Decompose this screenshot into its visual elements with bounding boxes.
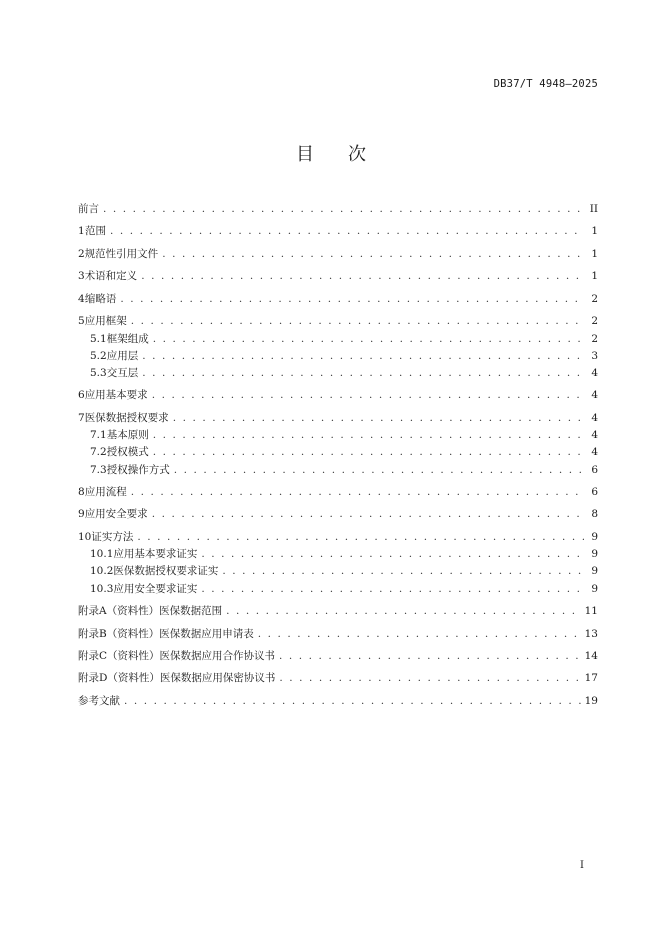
toc-entry-label: 应用安全要求证实 [113,582,198,595]
toc-entry-number: 5.3 [90,366,107,379]
toc-entry[interactable] [78,427,598,444]
toc-dot-leader [124,693,581,710]
toc-dot-leader [174,462,584,479]
toc-entry-number: 附录B（资料性） [78,627,160,640]
toc-entry[interactable] [78,693,598,710]
toc-entry-page: 6 [591,486,598,498]
toc-entry-page: 14 [584,649,598,662]
toc-dot-leader [153,331,584,348]
toc-entry-label: 术语和定义 [84,270,138,283]
toc-entry-page: 2 [591,292,598,305]
toc-entry-page: 4 [591,446,598,459]
toc-dot-leader [120,291,584,308]
toc-entry-page: 8 [591,508,598,521]
toc-entry[interactable] [78,603,598,620]
toc-entry[interactable] [78,410,598,427]
toc-entry-number: 10.1 [90,548,114,561]
toc-entry-label: 规范性引用文件 [84,247,159,260]
toc-entry-label: 应用基本要求 [84,389,148,402]
page-number: I [580,860,584,871]
toc-entry-number: 7 [78,411,85,424]
toc-entry-page: 9 [591,530,598,543]
toc-entry[interactable] [78,648,598,665]
toc-entry[interactable] [78,387,598,404]
toc-entry-label: 应用基本要求证实 [113,548,198,561]
toc-entry-page: 1 [591,247,598,260]
toc-dot-leader [279,648,581,665]
toc-entry[interactable] [78,546,598,563]
toc-dot-leader [152,387,584,404]
toc-entry-page: 2 [591,332,598,345]
toc-entry-label: 医保数据授权要求证实 [113,565,219,578]
toc-entry[interactable] [78,291,598,308]
toc-entry-label: 基本原则 [106,429,149,442]
toc-entry-label: 交互层 [106,366,139,379]
toc-entry-page: 17 [584,672,598,685]
toc-dot-leader [201,581,584,598]
toc-dot-leader [153,444,584,461]
toc-entry-label: 参考文献 [78,694,120,707]
toc-entry-label: 授权模式 [106,446,149,459]
toc-entry-page: 9 [591,565,598,578]
toc-entry-page: 4 [591,411,598,424]
toc-entry-number: 附录D（资料性） [78,672,160,685]
toc-entry-page: 4 [591,389,598,402]
toc-entry-number: 5 [78,315,85,328]
toc-entry-page: 13 [584,627,598,640]
toc-dot-leader [162,246,584,263]
toc-title: 目次 [296,144,400,165]
toc-entry[interactable] [78,506,598,523]
toc-entry[interactable] [78,563,598,580]
toc-dot-leader [110,223,584,240]
toc-entry-number: 6 [78,389,85,402]
toc-entry-label: 医保数据授权要求 [84,411,169,424]
toc-entry-number: 10 [78,530,92,543]
toc-entry-number: 8 [78,486,85,498]
toc-entry-number: 10.3 [90,582,114,595]
toc-entry-number: 7.3 [90,463,107,476]
toc-entry-label: 医保数据应用合作协议书 [159,649,276,662]
toc-entry[interactable] [78,201,598,218]
toc-dot-leader [152,506,584,523]
toc-entry[interactable] [78,626,598,643]
toc-dot-leader [103,201,584,218]
toc-entry-label: 范围 [85,225,107,238]
toc-entry[interactable] [78,581,598,598]
toc-entry-label: 框架组成 [106,332,149,345]
toc-entry-number: 9 [78,508,85,521]
toc-entry[interactable] [78,529,598,546]
document-code: DB37/T 4948—2025 [493,78,598,90]
toc-dot-leader [142,348,584,365]
toc-entry[interactable] [78,313,598,330]
toc-entry-label: 应用框架 [84,315,127,328]
toc-entry-page: 4 [591,429,598,442]
toc-entry[interactable] [78,268,598,285]
toc-entry-number: 7.2 [90,446,107,459]
toc-entry[interactable] [78,223,598,240]
toc-entry-label: 医保数据应用保密协议书 [159,672,276,685]
toc-entry-number: 10.2 [90,565,114,578]
toc-entry-label: 证实方法 [91,530,134,543]
toc-entry-page: 1 [591,270,598,283]
toc-dot-leader [137,529,584,546]
toc-dot-leader [141,268,584,285]
toc-entry[interactable] [78,462,598,479]
toc-entry-label: 医保数据范围 [159,605,223,618]
toc-entry-number: 4 [78,292,85,305]
toc-entry[interactable] [78,444,598,461]
toc-entry-label: 应用流程 [84,486,127,498]
toc-entry-number: 5.1 [90,332,107,345]
toc-entry-page: 19 [584,694,598,707]
toc-dot-leader [258,626,581,643]
toc-entry[interactable] [78,331,598,348]
toc-entry-label: 应用安全要求 [84,508,148,521]
table-of-contents [78,201,598,710]
toc-dot-leader [279,670,580,687]
toc-entry-label: 授权操作方式 [106,463,170,476]
toc-entry-page: 2 [591,315,598,328]
toc-entry[interactable] [78,348,598,365]
toc-dot-leader [222,563,584,580]
toc-entry-number: 2 [78,247,85,260]
toc-entry-number: 3 [78,270,85,283]
toc-entry-page: 9 [591,548,598,561]
toc-dot-leader [173,410,584,427]
toc-entry-number: 1 [78,225,85,238]
toc-entry-number: 5.2 [90,349,107,362]
toc-entry-label: 应用层 [106,349,139,362]
toc-dot-leader [142,365,584,382]
toc-dot-leader [131,313,584,330]
toc-dot-leader [153,427,584,444]
toc-entry-page: 1 [591,225,598,238]
toc-entry-number: 7.1 [90,429,107,442]
toc-entry-label: 前言 [78,203,99,215]
toc-entry[interactable] [78,484,598,501]
toc-entry-page: II [589,203,598,215]
toc-entry-page: 6 [591,463,598,476]
toc-dot-leader [131,484,584,501]
toc-entry-label: 医保数据应用申请表 [159,627,254,640]
toc-entry-page: 4 [591,366,598,379]
toc-dot-leader [226,603,581,620]
toc-entry-number: 附录A（资料性） [78,605,160,618]
toc-entry-page: 9 [591,582,598,595]
toc-entry-number: 附录C（资料性） [78,649,160,662]
toc-dot-leader [201,546,584,563]
toc-entry[interactable] [78,365,598,382]
toc-entry[interactable] [78,246,598,263]
toc-entry-page: 3 [591,349,598,362]
toc-entry[interactable] [78,670,598,687]
toc-entry-page: 11 [584,605,598,618]
toc-entry-label: 缩略语 [84,292,117,305]
